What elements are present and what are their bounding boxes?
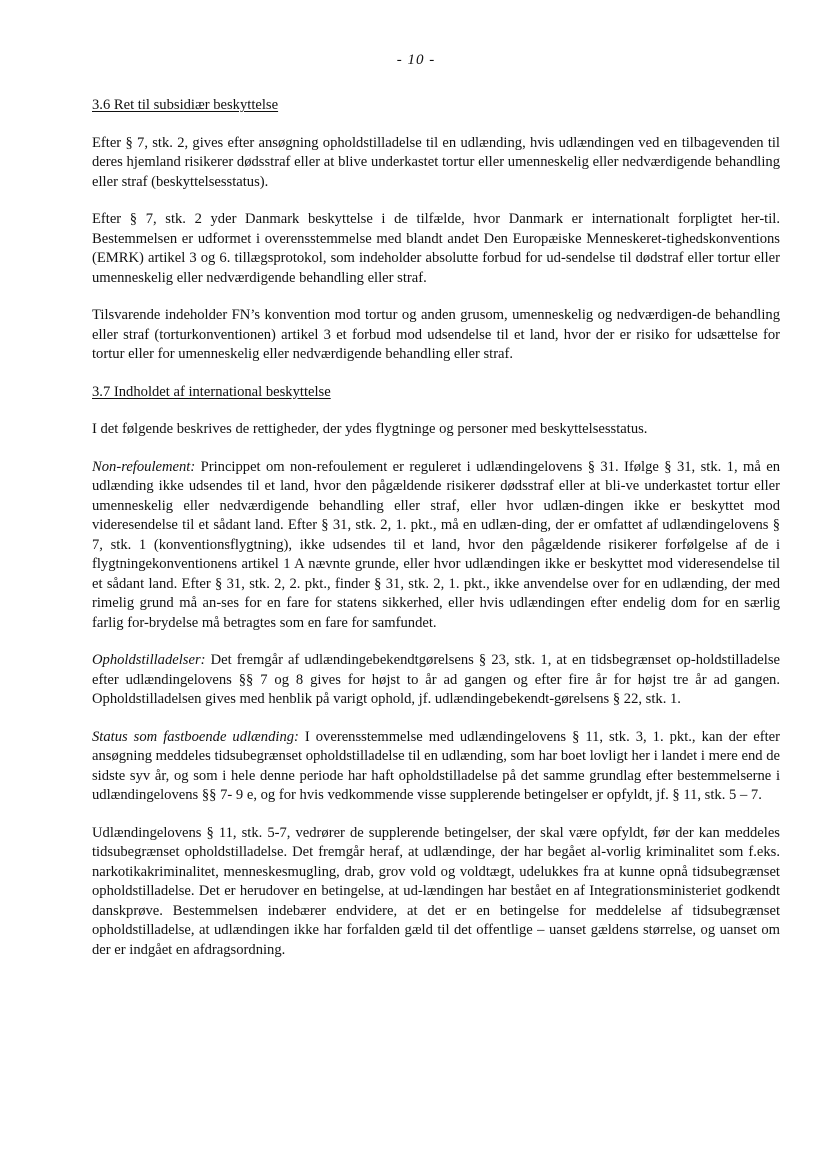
paragraph: Efter § 7, stk. 2 yder Danmark beskyttelse i de tilfælde, hvor Danmark er internationalt forpligtet her-til. Bestemmelsen er udformet i overensstemmelse med blandt andet Den Europæiske Menneskeret-tighedskonventions (EMRK) artikel 3 og 6. tillægsprotokol, som indeholder absolutte forbud for ud-sendelse til dødstraf eller tortur eller umenneskelig eller nedværdigende behandling eller straf. (92, 211, 780, 286)
paragraph-status (92, 728, 780, 806)
paragraph-text: I overensstemmelse med udlændingelovens § 11, stk. 3, 1. pkt., kan der efter ansøgning meddeles tidsubegrænset opholdstilladelse til en udlænding, som har boet lovligt her i landet i mere end de sidste syv år, og som i hele denne periode har haft opholdstilladelse på det samme grundlag efter bestemmelserne i udlændingelovens §§ 7- 9 e, og for hvis vedkommende visse supplerende betingelser er opfyldt, jf. § 11, stk. 5 – 7. (92, 728, 780, 803)
lead-term: Opholdstilladelser: (92, 652, 206, 668)
paragraph: Tilsvarende indeholder FN’s konvention mod tortur og anden grusom, umenneskelig og nedværdigen-de behandling eller straf (torturkonventionen) artikel 3 et forbud mod udsendelse til et land, hvor der er risiko for udsættelse for tortur eller for umenneskelig eller nedværdigende behandling eller straf. (92, 307, 780, 362)
paragraph-text: Det fremgår af udlændingebekendtgørelsens § 23, stk. 1, at en tidsbegrænset op-holdstilladelse efter udlændingelovens §§ 7 og 8 gives for højst to år ad gangen og efter fire år for højst tre år ad gangen. Opholdstilladelsen gives med henblik på varigt ophold, jf. udlændingebekendt-gørelsens § 22, stk. 1. (92, 652, 780, 707)
section-heading-3-6: 3.6 Ret til subsidiær beskyttelse (92, 97, 279, 113)
paragraph: Efter § 7, stk. 2, gives efter ansøgning opholdstilladelse til en udlænding, hvis udlændingen ved en tilbagevenden til deres hjemland risikerer dødsstraf eller at blive underkastet tortur eller umenneskelig eller nedværdigende behandling eller straf (beskyttelsesstatus). (92, 134, 780, 190)
paragraph-opholdstilladelser (92, 651, 780, 710)
lead-term: Non-refoulement: (92, 458, 196, 475)
section-heading-3-7: 3.7 Indholdet af international beskyttelse (92, 383, 331, 400)
paragraph: I det følgende beskrives de rettigheder, der ydes flygtninge og personer med beskyttelsesstatus. (92, 421, 648, 437)
page-number: - 10 - (396, 52, 436, 68)
lead-term: Status som fastboende udlænding: (92, 728, 299, 745)
paragraph-text: Princippet om non-refoulement er reguleret i udlændingelovens § 31. Ifølge § 31, stk. 1, må en udlænding ikke udsendes til et land, hvor den pågældende risikerer dødsstraf eller at bli-ve underkastet tortur eller umenneskelig eller nedværdigende behandling eller straf, eller hvor udlæn-dingen ikke er beskyttet mod videresendelse til et sådant land. Efter § 31, stk. 2, 1. pkt., må en udlæn-ding, der er omfattet af udlændingelovens § 7, stk. 1 (konventionsflygtning), ikke udsendes til et land, hvor den pågældende risikerer forfølgelse af de i flygtningekonventionens artikel 1 A nævnte grunde, eller hvor udlændingen ikke er beskyttet mod videresendelse til et sådant land. Efter § 31, stk. 2, 2. pkt., finder § 31, stk. 2, 1. pkt., ikke anvendelse over for en udlænding, der med rimelig grund må an-ses for en fare for statens sikkerhed, eller hvis udlændingen efter endelig dom for en særlig farlig for-brydelse må betragtes som en fare for samfundet. (92, 458, 780, 631)
paragraph-non-refoulement (92, 458, 780, 634)
page-content (92, 96, 780, 978)
paragraph: Udlændingelovens § 11, stk. 5-7, vedrører de supplerende betingelser, der skal være opfyldt, før der kan meddeles tidsubegrænset opholdstilladelse. Det fremgår heraf, at udlændinge, der har begået al-vorlig kriminalitet som f.eks. narkotikakriminalitet, menneskesmugling, drab, grov vold og voldtægt, udelukkes fra at kunne opnå tidsubegrænset opholdstilladelse. Det er herudover en betingelse, at ud-lændingen har bestået en af Integrationsministeriet godkendt danskprøve. Bestemmelsen indebærer endvidere, at det er en betingelse for meddelelse af tidsubegrænset opholdstilladelse, at udlændingen ikke har forfalden gæld til det offentlige – uanset gældens størrelse, og uanset om der er indgået en afdragsordning. (92, 824, 780, 958)
